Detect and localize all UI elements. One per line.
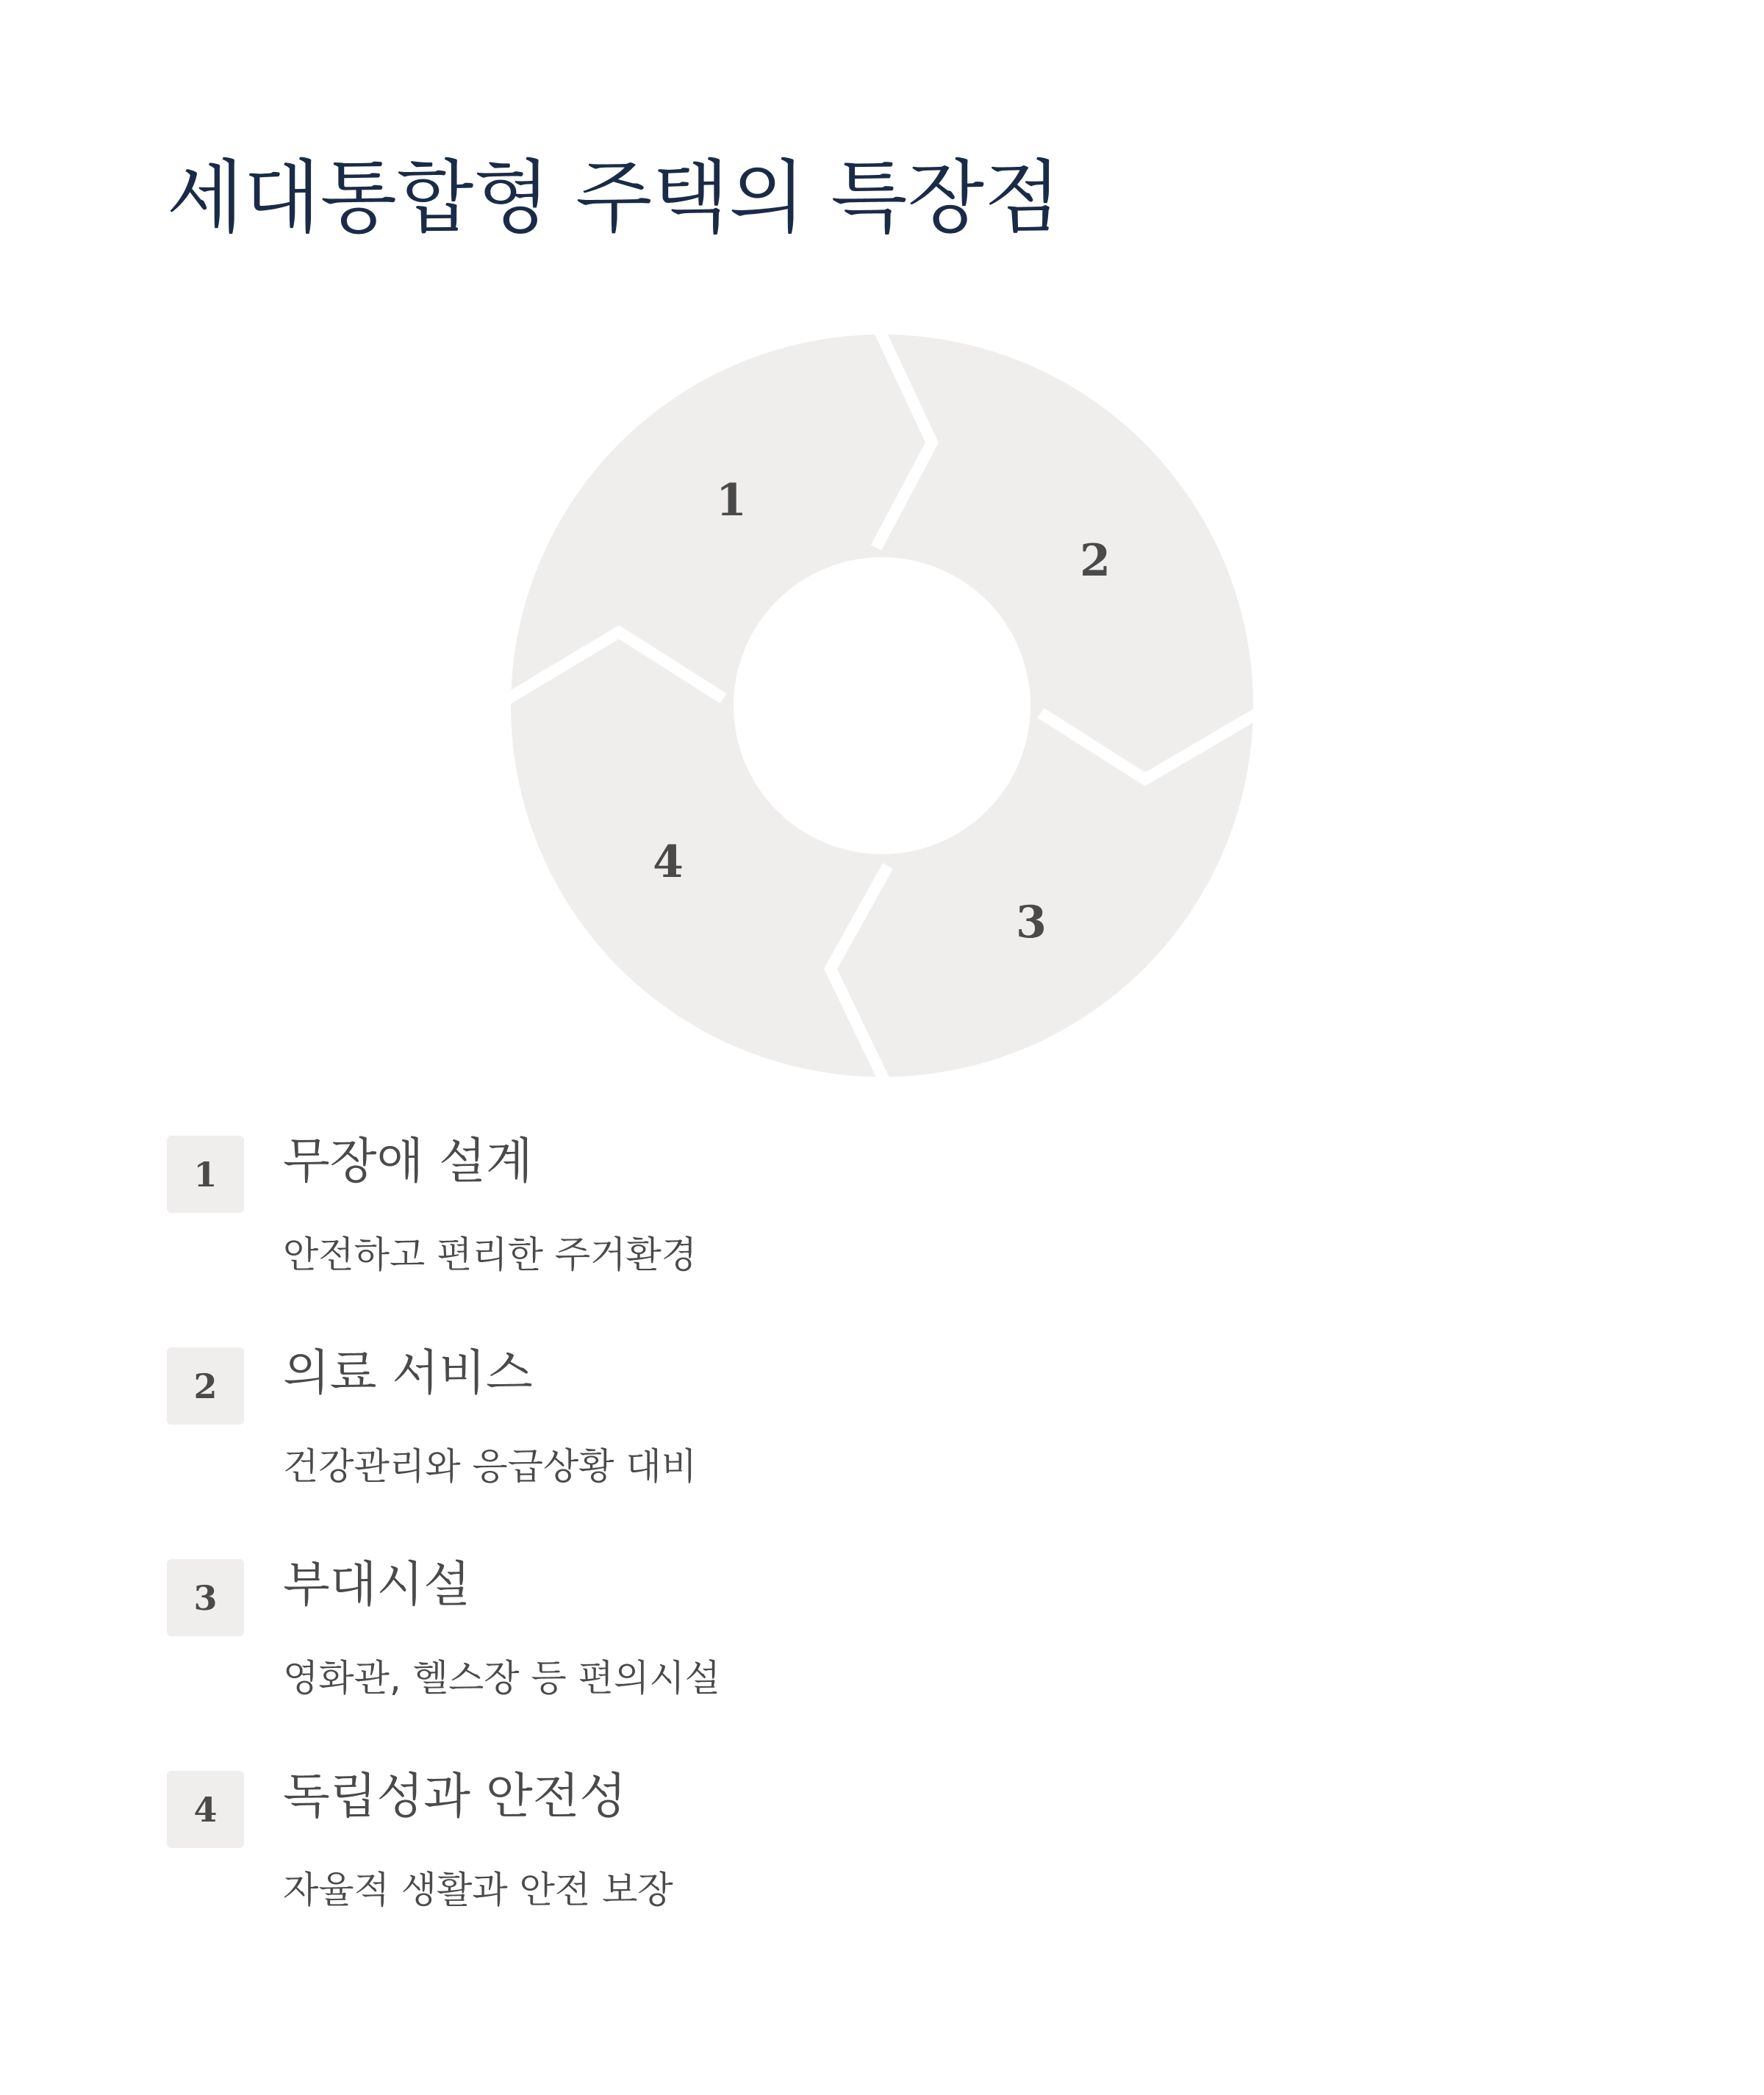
feature-title: 부대시설 [283,1556,471,1613]
number-badge: 2 [167,1347,244,1425]
feature-title: 의료 서비스 [283,1344,533,1401]
number-badge: 3 [167,1559,244,1636]
ring-hole [734,557,1030,854]
feature-title: 무장애 설계 [283,1133,533,1189]
segment-number-1: 1 [716,475,747,526]
number-badge: 4 [167,1771,244,1848]
segment-number-3: 3 [1016,897,1047,948]
number-badge: 1 [167,1136,244,1213]
feature-item [167,1133,1563,1347]
feature-item [167,1768,1563,1983]
segment-number-4: 4 [653,837,684,888]
page-title: 세대통합형 주택의 특장점 [167,152,1061,244]
feature-description: 건강관리와 응급상황 대비 [283,1445,698,1488]
feature-description: 안전하고 편리한 주거환경 [283,1233,698,1276]
segment-number-2: 2 [1080,535,1111,587]
cycle-diagram [507,331,1257,1081]
feature-description: 영화관, 헬스장 등 편의시설 [283,1657,720,1700]
feature-item [167,1556,1563,1771]
feature-title: 독립성과 안전성 [283,1768,627,1824]
cycle-ring [511,334,1253,1077]
feature-list [167,1133,1563,1983]
feature-item [167,1344,1563,1559]
feature-description: 자율적 생활과 안전 보장 [283,1869,673,1911]
